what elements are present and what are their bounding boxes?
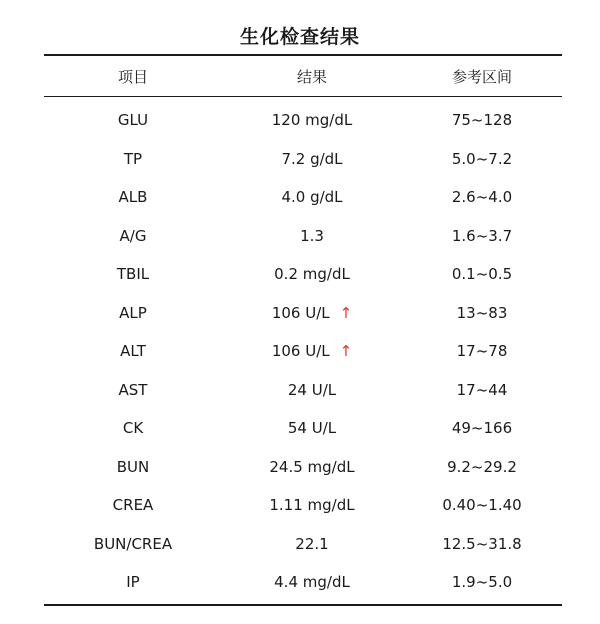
cell-result-value: 4.0 g/dL xyxy=(281,188,343,207)
cell-item: ALT xyxy=(120,342,146,361)
table-row xyxy=(44,140,562,179)
cell-result-value: 7.2 g/dL xyxy=(281,149,343,168)
cell-result xyxy=(222,265,402,283)
cell-result-value: 22.1 xyxy=(295,534,329,553)
table-row xyxy=(44,563,562,602)
table-row xyxy=(44,448,562,487)
cell-result xyxy=(222,150,402,168)
cell-reference: 49~166 xyxy=(451,419,513,438)
cell-result-value: 24.5 mg/dL xyxy=(269,457,355,476)
cell-result-value: 4.4 mg/dL xyxy=(274,573,350,592)
cell-item: ALB xyxy=(118,188,148,207)
cell-result xyxy=(222,496,402,514)
cell-reference: 9.2~29.2 xyxy=(447,457,517,476)
table-row xyxy=(44,525,562,564)
cell-result-value: 24 U/L xyxy=(287,380,337,399)
table-row xyxy=(44,217,562,256)
table-row xyxy=(44,178,562,217)
table-body xyxy=(44,97,562,604)
table-row xyxy=(44,294,562,333)
cell-reference: 0.1~0.5 xyxy=(451,265,513,284)
cell-reference: 5.0~7.2 xyxy=(451,149,513,168)
cell-reference: 1.9~5.0 xyxy=(451,573,513,592)
cell-reference: 75~128 xyxy=(451,111,513,130)
cell-item: CREA xyxy=(112,496,154,515)
table-row xyxy=(44,371,562,410)
header-reference: 参考区间 xyxy=(451,67,512,86)
cell-result xyxy=(222,227,402,245)
high-flag-arrow-icon: ↑ xyxy=(339,303,353,322)
cell-item: ALP xyxy=(119,303,147,322)
page-title: 生化检查结果 xyxy=(239,26,360,48)
header-item: 项目 xyxy=(117,67,148,86)
table-header xyxy=(44,56,562,97)
cell-item: BUN xyxy=(116,457,150,476)
cell-result xyxy=(222,111,402,129)
table-row xyxy=(44,255,562,294)
cell-item: IP xyxy=(126,573,140,592)
cell-result xyxy=(222,573,402,591)
cell-item: BUN/CREA xyxy=(93,534,173,553)
cell-result-value: 54 U/L xyxy=(287,419,337,438)
cell-reference: 0.40~1.40 xyxy=(442,496,522,515)
high-flag-arrow-icon: ↑ xyxy=(339,342,353,361)
cell-reference: 1.6~3.7 xyxy=(451,226,513,245)
cell-item: TP xyxy=(123,149,143,168)
cell-result-value: 1.3 xyxy=(300,226,324,245)
cell-reference: 17~78 xyxy=(456,342,508,361)
cell-item: A/G xyxy=(119,226,147,245)
cell-result xyxy=(222,188,402,206)
cell-reference: 2.6~4.0 xyxy=(451,188,513,207)
cell-item: GLU xyxy=(117,111,149,130)
cell-result-value: 0.2 mg/dL xyxy=(274,265,350,284)
cell-result xyxy=(222,304,402,322)
table-row xyxy=(44,101,562,140)
table-row xyxy=(44,409,562,448)
cell-result-value: 106 U/L xyxy=(271,303,330,322)
cell-result xyxy=(222,342,402,360)
cell-reference: 12.5~31.8 xyxy=(442,534,522,553)
cell-reference: 13~83 xyxy=(456,303,508,322)
cell-result-value: 106 U/L xyxy=(271,342,330,361)
cell-result-value: 1.11 mg/dL xyxy=(269,496,355,515)
cell-result xyxy=(222,419,402,437)
header-result: 结果 xyxy=(296,67,327,86)
cell-reference: 17~44 xyxy=(456,380,508,399)
cell-result xyxy=(222,381,402,399)
cell-item: AST xyxy=(118,380,148,399)
cell-item: TBIL xyxy=(116,265,150,284)
cell-result-value: 120 mg/dL xyxy=(271,111,353,130)
cell-result xyxy=(222,535,402,553)
cell-result xyxy=(222,458,402,476)
results-table xyxy=(44,54,562,606)
cell-item: CK xyxy=(122,419,144,438)
table-row xyxy=(44,486,562,525)
table-row xyxy=(44,332,562,371)
